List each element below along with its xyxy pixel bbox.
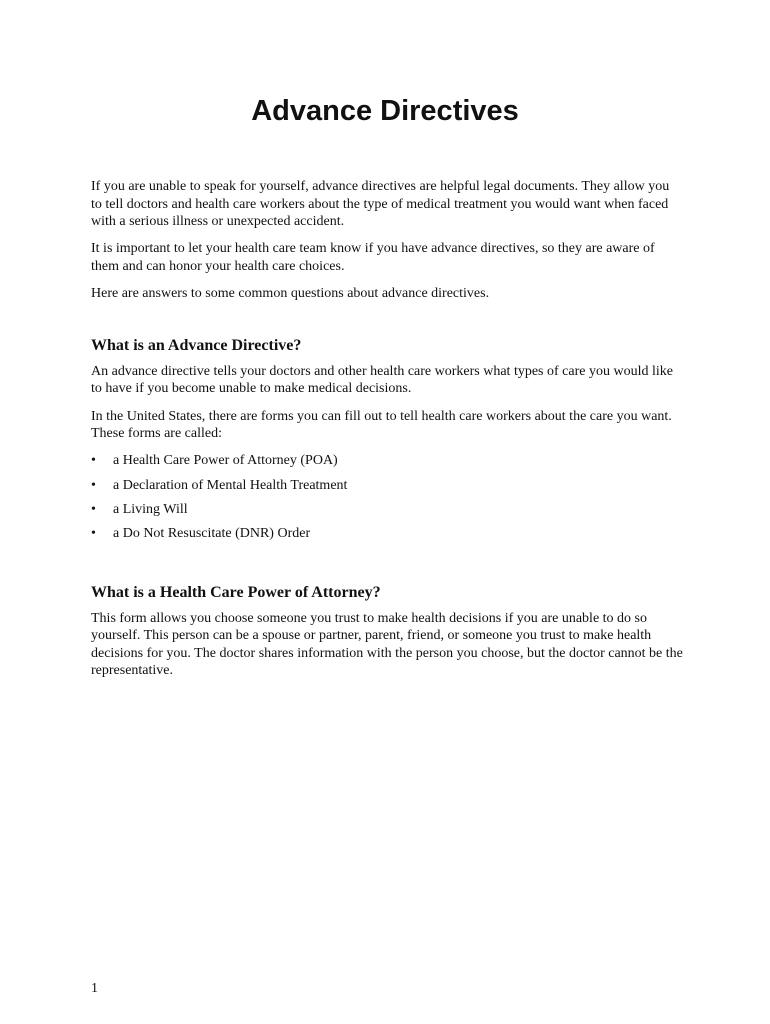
list-item-text: a Declaration of Mental Health Treatment <box>113 477 348 493</box>
bullet-icon: • <box>91 477 96 493</box>
list-item <box>91 501 683 525</box>
list-item <box>91 452 683 476</box>
bullet-icon: • <box>91 453 96 469</box>
document-body <box>91 178 683 689</box>
section-paragraph: An advance directive tells your doctors and other health care workers what types of care you would like to have if you become unable to make medical decisions. <box>91 363 673 397</box>
bullet-icon: • <box>91 501 96 517</box>
intro-paragraph: If you are unable to speak for yourself, advance directives are helpful legal documents. They allow you to tell doctors and health care workers about the type of medical treatment you would want when faced with a serious illness or unexpected accident. <box>91 179 670 230</box>
intro-paragraph: Here are answers to some common questions about advance directives. <box>91 286 490 302</box>
page-number: 1 <box>91 981 98 996</box>
list-item-text: a Health Care Power of Attorney (POA) <box>113 453 338 469</box>
list-item-text: a Do Not Resuscitate (DNR) Order <box>113 526 311 542</box>
list-item <box>91 477 683 501</box>
list-item <box>91 525 683 549</box>
section-paragraph: This form allows you choose someone you trust to make health decisions if you are unable to do so yourself. This person can be a spouse or partner, parent, friend, or someone you trust to make health decisions for you. The doctor shares information with the person you choose, but the doctor cannot be the representative. <box>91 610 683 679</box>
section-heading-advance-directive: What is an Advance Directive? <box>91 336 302 354</box>
section-paragraph: In the United States, there are forms you can fill out to tell health care workers about the care you want. These forms are called: <box>91 408 672 442</box>
list-item-text: a Living Will <box>113 501 188 517</box>
document-title: Advance Directives <box>251 95 519 127</box>
intro-paragraph: It is important to let your health care team know if you have advance directives, so they are aware of them and can honor your health care choices. <box>91 241 655 274</box>
section-heading-health-care-poa: What is a Health Care Power of Attorney? <box>91 583 381 601</box>
bullet-icon: • <box>91 526 96 542</box>
forms-bullet-list <box>91 452 683 549</box>
